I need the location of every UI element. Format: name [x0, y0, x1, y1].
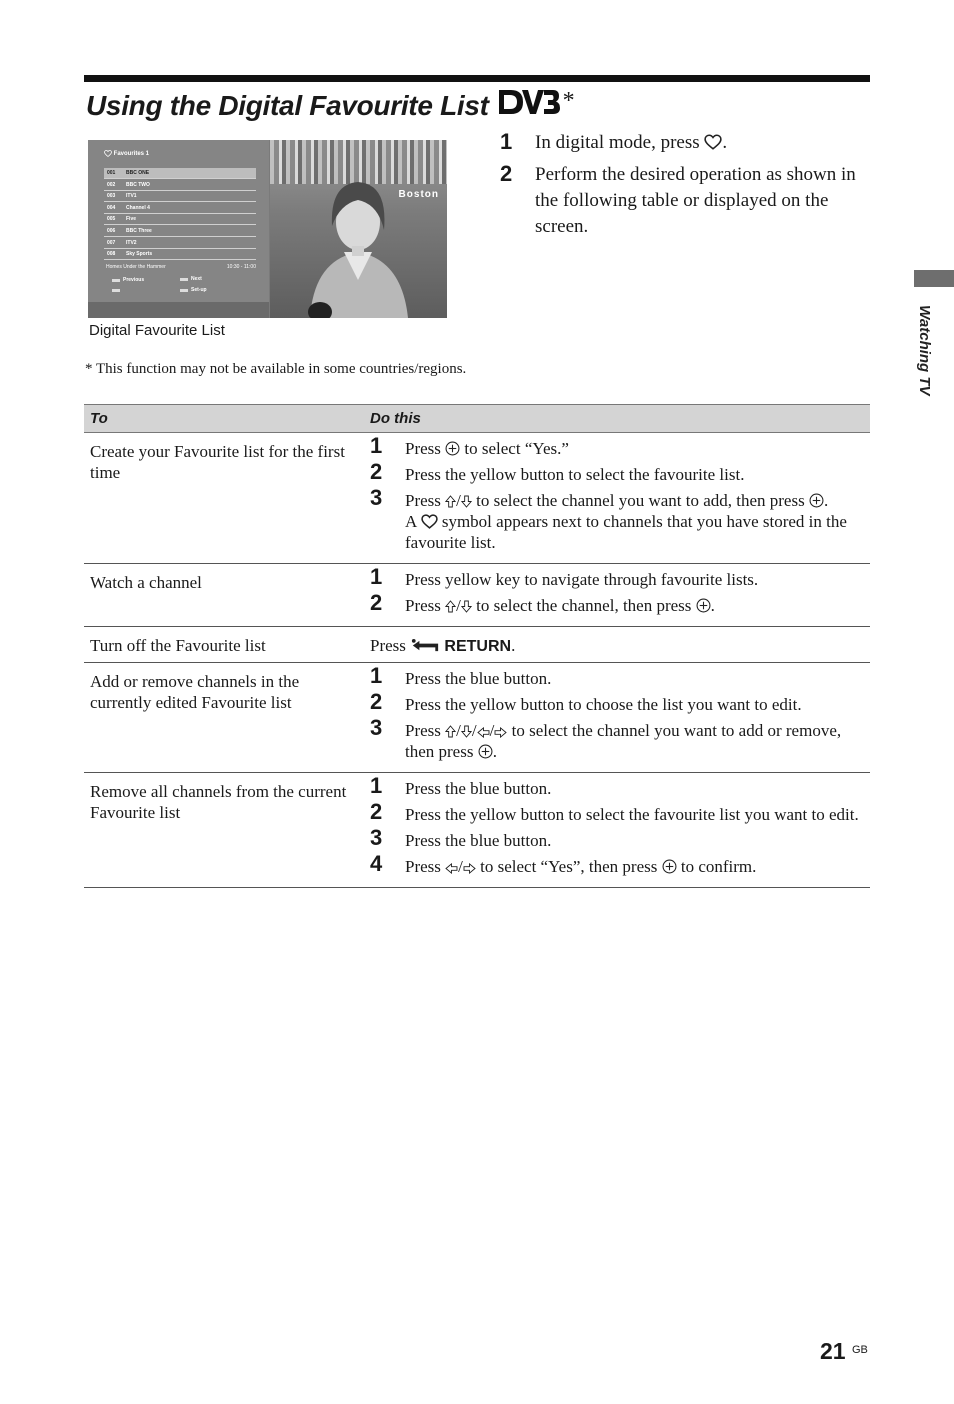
row-step-3: 3 Press / to select the channel you want to add, then press . A symbol appears next to channels that you have stored in the favourite list.	[370, 490, 864, 553]
row-step-note-text: symbol appears next to channels that you have stored in the favourite list.	[405, 512, 847, 552]
operations-table	[84, 404, 870, 888]
row-step-text: Press the blue button.	[405, 779, 552, 798]
row-step-1: 1 Press the blue button.	[370, 663, 552, 688]
section-side-label: Watching TV	[916, 305, 933, 396]
osd-key-previous-label: Previous	[123, 277, 145, 283]
title-footnote-mark: *	[562, 88, 575, 114]
row-step-text: to select the channel you want to add, then press	[476, 491, 805, 510]
footnote: * This function may not be available in some countries/regions.	[85, 361, 467, 377]
row-step-text: Press the blue button.	[405, 831, 552, 850]
screen-caption: Digital Favourite List	[89, 322, 225, 339]
osd-key-next	[180, 276, 202, 282]
osd-list-title: Favourites 1	[113, 151, 150, 157]
row-step-text: Press the yellow button to select the favourite list.	[405, 465, 745, 484]
step-number: 2	[500, 161, 513, 186]
table-row	[84, 433, 870, 564]
table-row	[84, 564, 870, 627]
enter-circle-icon	[478, 744, 493, 759]
osd-channel-name: BBC TWO	[126, 181, 150, 188]
osd-key-previous	[112, 277, 144, 283]
row-step-2: 2 Press the yellow button to select the favourite list you want to edit.	[370, 799, 859, 824]
osd-channel-number: 005	[107, 216, 116, 223]
osd-title	[104, 150, 149, 157]
row-step-note-text: A	[405, 512, 417, 531]
osd-channel-name: ITV2	[126, 239, 137, 246]
presenter-illustration	[270, 140, 447, 318]
row-step-text: to confirm.	[680, 857, 757, 876]
row-to: Add or remove channels in the currently edited Favourite list	[84, 663, 364, 773]
osd-channel-number: 001	[107, 170, 116, 176]
row-step-text: Press	[405, 721, 441, 740]
row-to: Create your Favourite list for the first time	[84, 433, 364, 564]
row-step-text: Press	[405, 491, 441, 510]
osd-channel-number: 002	[107, 181, 116, 188]
row-step-text: Press	[405, 857, 441, 876]
dvb-logo-svg	[495, 86, 561, 118]
osd-time: 10:30 - 11:00	[226, 264, 256, 270]
osd-channel-row	[104, 214, 256, 225]
osd-bottom-bar	[88, 302, 269, 318]
row-do-this	[364, 663, 870, 773]
table-row	[84, 773, 870, 888]
osd-channel-row	[104, 203, 256, 214]
osd-channel-row	[104, 226, 256, 237]
row-step-text: .	[710, 596, 715, 615]
page-title	[86, 86, 574, 125]
table-row	[84, 663, 870, 773]
osd-key-setup	[180, 287, 207, 293]
row-to: Watch a channel	[84, 564, 364, 627]
table-header-row	[84, 405, 870, 433]
osd-channel-name: Five	[126, 216, 137, 223]
column-header-to: To	[84, 405, 364, 433]
osd-key-setup-label: Set-up	[191, 287, 207, 293]
osd-channel-row	[104, 191, 256, 202]
intro-step-1	[500, 130, 870, 156]
right-arrow-icon	[463, 863, 476, 874]
up-arrow-icon	[445, 495, 456, 508]
tv-screen-illustration	[88, 140, 447, 318]
row-step-3: 3 Press the blue button.	[370, 825, 552, 850]
row-step-note	[405, 511, 864, 553]
row-step-text: Press the yellow button to choose the list you want to edit.	[405, 695, 802, 714]
osd-channel-number: 007	[107, 239, 116, 246]
row-step-text: to select “Yes”, then press	[480, 857, 658, 876]
step-text: Perform the desired operation as shown in the following table or displayed on the screen.	[535, 164, 856, 237]
down-arrow-icon	[461, 600, 472, 613]
row-step-1: 1 Press the blue button.	[370, 773, 552, 798]
video-location-label: Boston	[398, 189, 439, 200]
row-step-text: Press	[370, 636, 406, 655]
osd-key-blank	[112, 289, 123, 292]
osd-channel-number: 006	[107, 228, 116, 234]
osd-channel-name: Sky Sports	[126, 251, 153, 258]
heart-icon	[104, 150, 112, 157]
dvb-logo-icon	[495, 86, 561, 125]
intro-steps	[500, 130, 870, 246]
favourite-list-osd	[88, 140, 269, 305]
row-step-text: Press	[405, 439, 441, 458]
osd-channel-name: BBC Three	[126, 228, 152, 234]
column-header-do-this: Do this	[364, 405, 870, 433]
return-icon	[410, 638, 440, 653]
enter-circle-icon	[809, 493, 824, 508]
step-text: In digital mode, press	[535, 132, 700, 153]
row-to: Remove all channels from the current Favourite list	[84, 773, 364, 888]
row-do-this	[364, 433, 870, 564]
row-step-text: .	[492, 742, 497, 761]
osd-channel-row	[104, 180, 256, 191]
row-step-text: to select the channel you want to add or remove, then press	[405, 721, 842, 761]
table-row	[84, 627, 870, 663]
row-step-text: to select “Yes.”	[464, 439, 569, 458]
right-arrow-icon	[494, 727, 507, 738]
return-label: RETURN	[444, 638, 512, 655]
osd-channel-name: Channel 4	[126, 204, 150, 211]
heart-icon	[421, 514, 438, 529]
row-step-2: 2 Press the yellow button to choose the list you want to edit.	[370, 689, 802, 714]
row-step-2: 2 Press the yellow button to select the favourite list.	[370, 459, 745, 484]
row-step-text: to select the channel, then press	[476, 596, 692, 615]
osd-channel-row	[104, 249, 256, 260]
osd-channel-row	[104, 168, 256, 179]
top-rule	[84, 75, 870, 82]
osd-program-info	[106, 264, 256, 270]
enter-circle-icon	[696, 598, 711, 613]
row-to: Turn off the Favourite list	[84, 627, 364, 663]
osd-channel-name: BBC ONE	[126, 170, 150, 176]
down-arrow-icon	[461, 495, 472, 508]
enter-circle-icon	[445, 441, 460, 456]
osd-channel-number: 003	[107, 193, 116, 200]
left-arrow-icon	[445, 863, 458, 874]
osd-channel-number: 008	[107, 251, 116, 258]
row-step-1: 1 Press yellow key to navigate through favourite lists.	[370, 564, 759, 589]
osd-channel-number: 004	[107, 204, 116, 211]
row-do-this	[364, 564, 870, 627]
heart-icon	[704, 134, 722, 150]
row-step-text: Press	[405, 596, 441, 615]
step-number: 1	[500, 129, 513, 154]
row-step-2: 2 Press / to select the channel, then press .	[370, 590, 715, 615]
up-arrow-icon	[445, 600, 456, 613]
row-step-text: Press the yellow button to select the favourite list you want to edit.	[405, 805, 859, 824]
row-step-text: .	[823, 491, 829, 510]
row-step-1: 1 Press to select “Yes.”	[370, 433, 569, 458]
intro-step-2	[500, 162, 870, 240]
page-title-text: Using the Digital Favourite List	[86, 89, 489, 121]
row-step-3: 3 Press / / / to select the channel you want to add or remove, then press .	[370, 715, 842, 761]
osd-key-next-label: Next	[191, 276, 202, 282]
row-step-4: 4 Press / to select “Yes”, then press to confirm.	[370, 851, 757, 876]
enter-circle-icon	[662, 859, 677, 874]
video-pane	[270, 140, 447, 318]
row-do-this	[364, 773, 870, 888]
row-step-text: Press yellow key to navigate through favourite lists.	[405, 570, 759, 589]
row-step-text: Press the blue button.	[405, 669, 552, 688]
page-region-suffix: GB	[852, 1344, 868, 1356]
osd-channel-row	[104, 238, 256, 249]
osd-program: Homes Under the Hammer	[106, 264, 166, 270]
page-number: 21	[820, 1338, 846, 1364]
up-arrow-icon	[445, 725, 456, 738]
osd-channel-name: ITV1	[126, 193, 137, 200]
down-arrow-icon	[461, 725, 472, 738]
left-arrow-icon	[477, 727, 490, 738]
step-text-end: .	[722, 132, 728, 153]
side-tab-marker	[914, 270, 954, 287]
row-do-this: Press RETURN.	[364, 627, 870, 663]
